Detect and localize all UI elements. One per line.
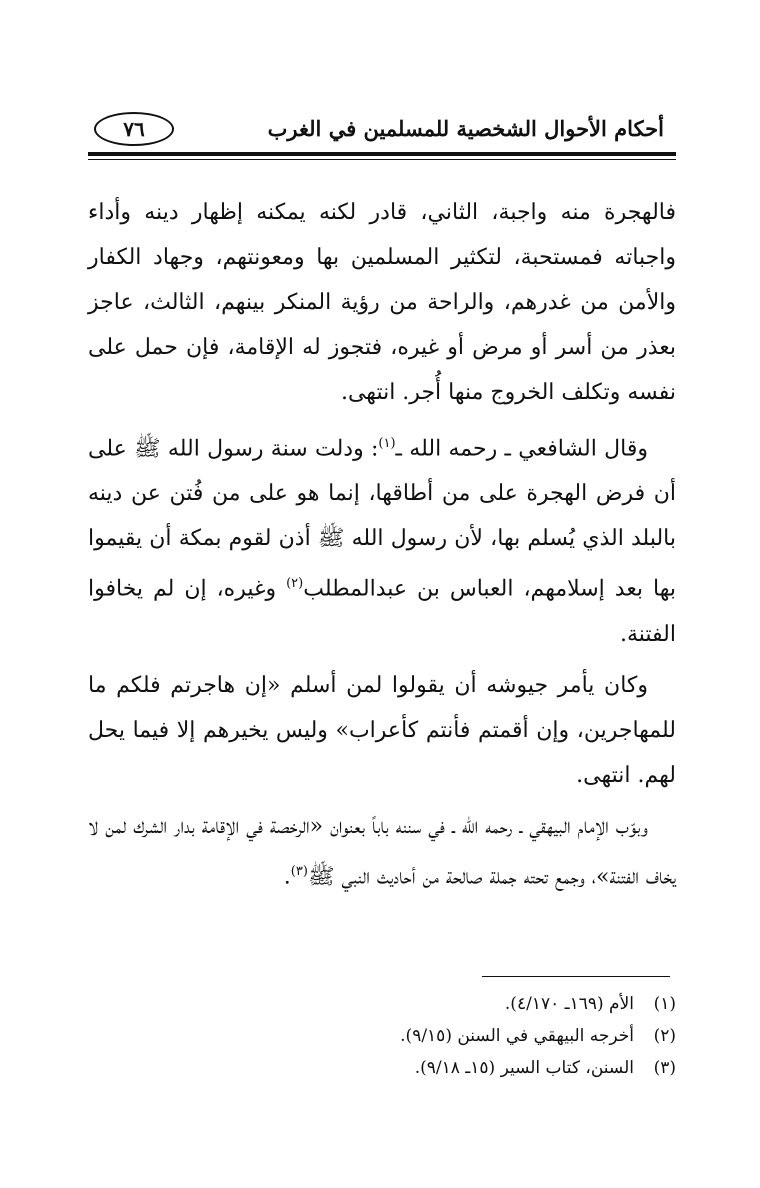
footnote-ref-3[interactable]: (٣)	[290, 863, 308, 879]
footnote-2	[88, 1020, 676, 1052]
footnote-text: الأم (١٦٩ـ ٤/١٧٠).	[504, 994, 634, 1014]
footnote-number: (٣)	[653, 1058, 676, 1078]
footnote-ref-1[interactable]: (١)	[378, 436, 396, 451]
footnote-text: السنن، كتاب السير (١٥ـ ٩/١٨).	[414, 1058, 634, 1078]
paragraph-3	[88, 663, 676, 798]
footnote-ref-2[interactable]: (٢)	[286, 576, 304, 592]
paragraph-4	[88, 804, 676, 899]
footnote-text: أخرجه البيهقي في السنن (٩/١٥).	[400, 1026, 634, 1046]
paragraph-text: وقال الشافعي ـ رحمه الله ـ	[395, 436, 648, 462]
main-text	[88, 190, 676, 905]
paragraph-text: .	[283, 863, 291, 889]
header-rule-thin	[88, 159, 676, 160]
footnote-3	[88, 1052, 676, 1084]
footnotes	[88, 988, 676, 1084]
paragraph-2	[88, 421, 676, 657]
page-number: ٧٦	[94, 112, 174, 146]
header-rule-thick	[88, 152, 676, 156]
footnote-1	[88, 988, 676, 1020]
paragraph-text: وغيره، إن لم يخافوا الفتنة.	[88, 576, 676, 647]
footnote-separator	[482, 976, 670, 977]
paragraph-text: وبوّب الإمام البيهقي ـ رحمه الله ـ في سننه باباً بعنوان «الرخصة في الإقامة بدار الشرك لمن لا يخاف الفتنة»، وجمع تحته جملة صالحة من أحاديث النبي ﷺ	[88, 813, 676, 889]
paragraph-text: : ودلت سنة رسول الله ﷺ على أن فرض الهجرة على من أطاقها، إنما هو على من فُتن عن دينه بالبلد الذي يُسلم بها، لأن رسول الله ﷺ أذن لقوم بمكة أن يقيموا بها بعد إسلامهم، العباس بن عبدالمطلب	[88, 436, 676, 602]
footnote-number: (١)	[653, 994, 676, 1014]
paragraph-text: وكان يأمر جيوشه أن يقولوا لمن أسلم «إن هاجرتم فلكم ما للمهاجرين، وإن أقمتم فأنتم كأعراب» وليس يخيرهم إلا فيما يحل لهم. انتهى.	[88, 672, 676, 788]
paragraph-1	[88, 190, 676, 415]
footnote-number: (٢)	[653, 1026, 676, 1046]
running-title: أحكام الأحوال الشخصية للمسلمين في الغرب	[267, 116, 664, 141]
running-header	[88, 108, 676, 150]
paragraph-text: فالهجرة منه واجبة، الثاني، قادر لكنه يمكنه إظهار دينه وأداء واجباته فمستحبة، لتكثير المسلمين بها ومعونتهم، وجهاد الكفار والأمن من غدرهم، والراحة من رؤية المنكر بينهم، الثالث، عاجز بعذر من أسر أو مرض أو غيره، فتجوز له الإقامة، فإن حمل على نفسه وتكلف الخروج منها أُجر. انتهى.	[88, 200, 676, 405]
